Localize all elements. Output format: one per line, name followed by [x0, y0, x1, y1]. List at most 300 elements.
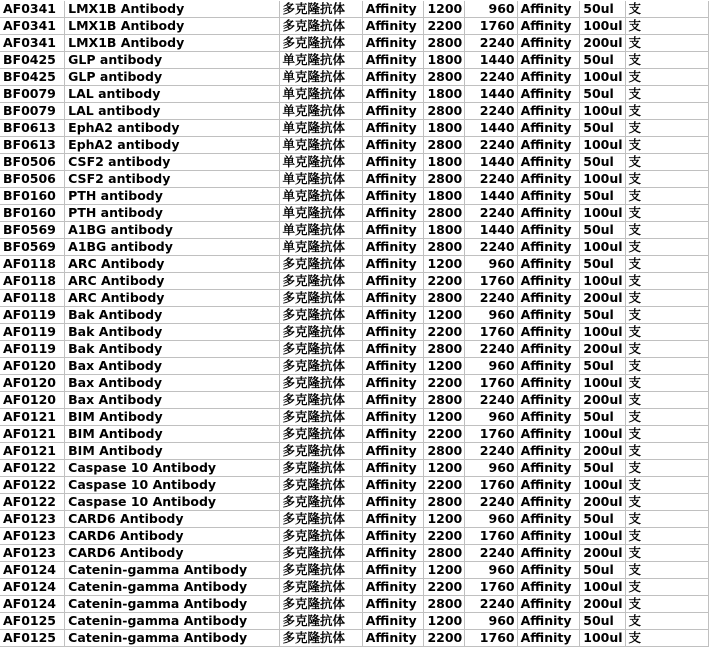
antibody-type-cell[interactable]: 多克隆抗体 — [279, 307, 362, 324]
catalog-no-cell[interactable]: AF0122 — [0, 477, 65, 494]
list-price-cell[interactable]: 2200 — [424, 324, 465, 341]
sale-price-cell[interactable]: 2240 — [465, 69, 517, 86]
sale-price-cell[interactable]: 1440 — [465, 222, 517, 239]
list-price-cell[interactable]: 2800 — [424, 137, 465, 154]
supplier-cell[interactable]: Affinity — [517, 409, 580, 426]
product-name-cell[interactable]: Caspase 10 Antibody — [65, 460, 279, 477]
brand-cell[interactable]: Affinity — [362, 120, 424, 137]
volume-cell[interactable]: 100ul — [580, 18, 625, 35]
list-price-cell[interactable]: 2200 — [424, 375, 465, 392]
sale-price-cell[interactable]: 1440 — [465, 52, 517, 69]
sale-price-cell[interactable]: 2240 — [465, 392, 517, 409]
sale-price-cell[interactable]: 2240 — [465, 341, 517, 358]
unit-cell[interactable]: 支 — [625, 494, 708, 511]
product-name-cell[interactable]: GLP antibody — [65, 52, 279, 69]
volume-cell[interactable]: 100ul — [580, 324, 625, 341]
volume-cell[interactable]: 100ul — [580, 171, 625, 188]
catalog-no-cell[interactable]: AF0124 — [0, 596, 65, 613]
unit-cell[interactable]: 支 — [625, 273, 708, 290]
brand-cell[interactable]: Affinity — [362, 171, 424, 188]
product-name-cell[interactable]: Bak Antibody — [65, 324, 279, 341]
antibody-type-cell[interactable]: 多克隆抗体 — [279, 18, 362, 35]
supplier-cell[interactable]: Affinity — [517, 273, 580, 290]
list-price-cell[interactable]: 2800 — [424, 239, 465, 256]
brand-cell[interactable]: Affinity — [362, 1, 424, 18]
supplier-cell[interactable]: Affinity — [517, 579, 580, 596]
antibody-type-cell[interactable]: 多克隆抗体 — [279, 256, 362, 273]
sale-price-cell[interactable]: 2240 — [465, 443, 517, 460]
catalog-no-cell[interactable]: AF0341 — [0, 1, 65, 18]
unit-cell[interactable]: 支 — [625, 137, 708, 154]
catalog-no-cell[interactable]: BF0613 — [0, 137, 65, 154]
list-price-cell[interactable]: 1200 — [424, 409, 465, 426]
product-name-cell[interactable]: CARD6 Antibody — [65, 511, 279, 528]
list-price-cell[interactable]: 1200 — [424, 358, 465, 375]
sale-price-cell[interactable]: 960 — [465, 562, 517, 579]
supplier-cell[interactable]: Affinity — [517, 511, 580, 528]
unit-cell[interactable]: 支 — [625, 69, 708, 86]
antibody-type-cell[interactable]: 单克隆抗体 — [279, 154, 362, 171]
product-name-cell[interactable]: LMX1B Antibody — [65, 18, 279, 35]
brand-cell[interactable]: Affinity — [362, 154, 424, 171]
list-price-cell[interactable]: 2800 — [424, 392, 465, 409]
catalog-no-cell[interactable]: AF0121 — [0, 443, 65, 460]
list-price-cell[interactable]: 2800 — [424, 69, 465, 86]
supplier-cell[interactable]: Affinity — [517, 443, 580, 460]
antibody-type-cell[interactable]: 多克隆抗体 — [279, 426, 362, 443]
brand-cell[interactable]: Affinity — [362, 528, 424, 545]
product-name-cell[interactable]: BIM Antibody — [65, 409, 279, 426]
volume-cell[interactable]: 50ul — [580, 1, 625, 18]
sale-price-cell[interactable]: 1760 — [465, 528, 517, 545]
sale-price-cell[interactable]: 960 — [465, 1, 517, 18]
volume-cell[interactable]: 200ul — [580, 545, 625, 562]
volume-cell[interactable]: 200ul — [580, 494, 625, 511]
sale-price-cell[interactable]: 1440 — [465, 86, 517, 103]
list-price-cell[interactable]: 1200 — [424, 307, 465, 324]
list-price-cell[interactable]: 2800 — [424, 494, 465, 511]
product-name-cell[interactable]: ARC Antibody — [65, 273, 279, 290]
unit-cell[interactable]: 支 — [625, 154, 708, 171]
supplier-cell[interactable]: Affinity — [517, 171, 580, 188]
list-price-cell[interactable]: 1200 — [424, 613, 465, 630]
product-name-cell[interactable]: Catenin-gamma Antibody — [65, 562, 279, 579]
sale-price-cell[interactable]: 960 — [465, 307, 517, 324]
sale-price-cell[interactable]: 2240 — [465, 290, 517, 307]
product-name-cell[interactable]: Catenin-gamma Antibody — [65, 596, 279, 613]
catalog-no-cell[interactable]: AF0123 — [0, 528, 65, 545]
sale-price-cell[interactable]: 2240 — [465, 103, 517, 120]
supplier-cell[interactable]: Affinity — [517, 307, 580, 324]
product-name-cell[interactable]: CARD6 Antibody — [65, 545, 279, 562]
list-price-cell[interactable]: 1200 — [424, 511, 465, 528]
brand-cell[interactable]: Affinity — [362, 307, 424, 324]
brand-cell[interactable]: Affinity — [362, 358, 424, 375]
volume-cell[interactable]: 50ul — [580, 86, 625, 103]
list-price-cell[interactable]: 1800 — [424, 188, 465, 205]
unit-cell[interactable]: 支 — [625, 18, 708, 35]
volume-cell[interactable]: 100ul — [580, 579, 625, 596]
unit-cell[interactable]: 支 — [625, 409, 708, 426]
sale-price-cell[interactable]: 2240 — [465, 494, 517, 511]
list-price-cell[interactable]: 1800 — [424, 86, 465, 103]
product-name-cell[interactable]: Bax Antibody — [65, 375, 279, 392]
volume-cell[interactable]: 100ul — [580, 103, 625, 120]
volume-cell[interactable]: 200ul — [580, 443, 625, 460]
product-name-cell[interactable]: Caspase 10 Antibody — [65, 477, 279, 494]
antibody-type-cell[interactable]: 单克隆抗体 — [279, 103, 362, 120]
list-price-cell[interactable]: 2800 — [424, 205, 465, 222]
supplier-cell[interactable]: Affinity — [517, 188, 580, 205]
volume-cell[interactable]: 50ul — [580, 222, 625, 239]
antibody-type-cell[interactable]: 多克隆抗体 — [279, 528, 362, 545]
catalog-no-cell[interactable]: AF0122 — [0, 460, 65, 477]
supplier-cell[interactable]: Affinity — [517, 324, 580, 341]
volume-cell[interactable]: 50ul — [580, 511, 625, 528]
unit-cell[interactable]: 支 — [625, 256, 708, 273]
sale-price-cell[interactable]: 1440 — [465, 154, 517, 171]
product-name-cell[interactable]: Bax Antibody — [65, 392, 279, 409]
list-price-cell[interactable]: 1800 — [424, 120, 465, 137]
supplier-cell[interactable]: Affinity — [517, 630, 580, 647]
brand-cell[interactable]: Affinity — [362, 52, 424, 69]
volume-cell[interactable]: 200ul — [580, 596, 625, 613]
catalog-no-cell[interactable]: AF0120 — [0, 375, 65, 392]
supplier-cell[interactable]: Affinity — [517, 375, 580, 392]
supplier-cell[interactable]: Affinity — [517, 35, 580, 52]
antibody-type-cell[interactable]: 单克隆抗体 — [279, 69, 362, 86]
list-price-cell[interactable]: 2200 — [424, 579, 465, 596]
antibody-type-cell[interactable]: 多克隆抗体 — [279, 1, 362, 18]
antibody-type-cell[interactable]: 多克隆抗体 — [279, 613, 362, 630]
unit-cell[interactable]: 支 — [625, 1, 708, 18]
unit-cell[interactable]: 支 — [625, 579, 708, 596]
brand-cell[interactable]: Affinity — [362, 290, 424, 307]
list-price-cell[interactable]: 1800 — [424, 52, 465, 69]
brand-cell[interactable]: Affinity — [362, 426, 424, 443]
supplier-cell[interactable]: Affinity — [517, 545, 580, 562]
antibody-type-cell[interactable]: 多克隆抗体 — [279, 562, 362, 579]
supplier-cell[interactable]: Affinity — [517, 120, 580, 137]
list-price-cell[interactable]: 2800 — [424, 103, 465, 120]
unit-cell[interactable]: 支 — [625, 511, 708, 528]
brand-cell[interactable]: Affinity — [362, 103, 424, 120]
antibody-type-cell[interactable]: 单克隆抗体 — [279, 222, 362, 239]
unit-cell[interactable]: 支 — [625, 443, 708, 460]
antibody-type-cell[interactable]: 单克隆抗体 — [279, 239, 362, 256]
antibody-type-cell[interactable]: 多克隆抗体 — [279, 477, 362, 494]
antibody-type-cell[interactable]: 多克隆抗体 — [279, 392, 362, 409]
supplier-cell[interactable]: Affinity — [517, 154, 580, 171]
sale-price-cell[interactable]: 1760 — [465, 18, 517, 35]
antibody-type-cell[interactable]: 单克隆抗体 — [279, 52, 362, 69]
product-name-cell[interactable]: LAL antibody — [65, 86, 279, 103]
catalog-no-cell[interactable]: BF0569 — [0, 239, 65, 256]
antibody-type-cell[interactable]: 多克隆抗体 — [279, 630, 362, 647]
unit-cell[interactable]: 支 — [625, 103, 708, 120]
unit-cell[interactable]: 支 — [625, 426, 708, 443]
catalog-no-cell[interactable]: AF0121 — [0, 426, 65, 443]
volume-cell[interactable]: 50ul — [580, 613, 625, 630]
list-price-cell[interactable]: 2800 — [424, 341, 465, 358]
antibody-type-cell[interactable]: 多克隆抗体 — [279, 273, 362, 290]
unit-cell[interactable]: 支 — [625, 171, 708, 188]
volume-cell[interactable]: 50ul — [580, 120, 625, 137]
product-name-cell[interactable]: EphA2 antibody — [65, 137, 279, 154]
supplier-cell[interactable]: Affinity — [517, 358, 580, 375]
unit-cell[interactable]: 支 — [625, 375, 708, 392]
brand-cell[interactable]: Affinity — [362, 18, 424, 35]
catalog-no-cell[interactable]: BF0425 — [0, 69, 65, 86]
brand-cell[interactable]: Affinity — [362, 188, 424, 205]
product-name-cell[interactable]: ARC Antibody — [65, 256, 279, 273]
product-name-cell[interactable]: GLP antibody — [65, 69, 279, 86]
catalog-no-cell[interactable]: AF0119 — [0, 307, 65, 324]
product-name-cell[interactable]: LMX1B Antibody — [65, 35, 279, 52]
brand-cell[interactable]: Affinity — [362, 562, 424, 579]
sale-price-cell[interactable]: 2240 — [465, 545, 517, 562]
brand-cell[interactable]: Affinity — [362, 409, 424, 426]
volume-cell[interactable]: 50ul — [580, 409, 625, 426]
volume-cell[interactable]: 50ul — [580, 52, 625, 69]
catalog-no-cell[interactable]: AF0123 — [0, 511, 65, 528]
supplier-cell[interactable]: Affinity — [517, 494, 580, 511]
supplier-cell[interactable]: Affinity — [517, 341, 580, 358]
unit-cell[interactable]: 支 — [625, 528, 708, 545]
unit-cell[interactable]: 支 — [625, 613, 708, 630]
catalog-no-cell[interactable]: BF0160 — [0, 188, 65, 205]
supplier-cell[interactable]: Affinity — [517, 256, 580, 273]
supplier-cell[interactable]: Affinity — [517, 52, 580, 69]
catalog-no-cell[interactable]: AF0118 — [0, 256, 65, 273]
unit-cell[interactable]: 支 — [625, 545, 708, 562]
volume-cell[interactable]: 100ul — [580, 69, 625, 86]
product-name-cell[interactable]: Catenin-gamma Antibody — [65, 630, 279, 647]
unit-cell[interactable]: 支 — [625, 188, 708, 205]
sale-price-cell[interactable]: 1760 — [465, 579, 517, 596]
list-price-cell[interactable]: 2200 — [424, 528, 465, 545]
volume-cell[interactable]: 100ul — [580, 375, 625, 392]
unit-cell[interactable]: 支 — [625, 477, 708, 494]
catalog-no-cell[interactable]: AF0118 — [0, 273, 65, 290]
list-price-cell[interactable]: 2200 — [424, 18, 465, 35]
product-name-cell[interactable]: Catenin-gamma Antibody — [65, 613, 279, 630]
catalog-no-cell[interactable]: BF0079 — [0, 86, 65, 103]
list-price-cell[interactable]: 2800 — [424, 596, 465, 613]
list-price-cell[interactable]: 1800 — [424, 222, 465, 239]
unit-cell[interactable]: 支 — [625, 460, 708, 477]
supplier-cell[interactable]: Affinity — [517, 1, 580, 18]
brand-cell[interactable]: Affinity — [362, 205, 424, 222]
brand-cell[interactable]: Affinity — [362, 137, 424, 154]
sale-price-cell[interactable]: 2240 — [465, 35, 517, 52]
antibody-type-cell[interactable]: 多克隆抗体 — [279, 375, 362, 392]
list-price-cell[interactable]: 1200 — [424, 256, 465, 273]
sale-price-cell[interactable]: 2240 — [465, 205, 517, 222]
antibody-type-cell[interactable]: 多克隆抗体 — [279, 545, 362, 562]
antibody-type-cell[interactable]: 多克隆抗体 — [279, 596, 362, 613]
supplier-cell[interactable]: Affinity — [517, 69, 580, 86]
brand-cell[interactable]: Affinity — [362, 630, 424, 647]
brand-cell[interactable]: Affinity — [362, 545, 424, 562]
supplier-cell[interactable]: Affinity — [517, 392, 580, 409]
sale-price-cell[interactable]: 1760 — [465, 426, 517, 443]
brand-cell[interactable]: Affinity — [362, 256, 424, 273]
brand-cell[interactable]: Affinity — [362, 443, 424, 460]
product-name-cell[interactable]: Bax Antibody — [65, 358, 279, 375]
brand-cell[interactable]: Affinity — [362, 460, 424, 477]
catalog-no-cell[interactable]: AF0122 — [0, 494, 65, 511]
catalog-no-cell[interactable]: AF0125 — [0, 630, 65, 647]
sale-price-cell[interactable]: 1760 — [465, 375, 517, 392]
antibody-type-cell[interactable]: 多克隆抗体 — [279, 443, 362, 460]
sale-price-cell[interactable]: 960 — [465, 460, 517, 477]
unit-cell[interactable]: 支 — [625, 290, 708, 307]
list-price-cell[interactable]: 2800 — [424, 443, 465, 460]
sale-price-cell[interactable]: 960 — [465, 409, 517, 426]
unit-cell[interactable]: 支 — [625, 239, 708, 256]
sale-price-cell[interactable]: 1440 — [465, 188, 517, 205]
supplier-cell[interactable]: Affinity — [517, 222, 580, 239]
brand-cell[interactable]: Affinity — [362, 239, 424, 256]
product-name-cell[interactable]: EphA2 antibody — [65, 120, 279, 137]
product-name-cell[interactable]: Bak Antibody — [65, 307, 279, 324]
catalog-no-cell[interactable]: AF0120 — [0, 358, 65, 375]
brand-cell[interactable]: Affinity — [362, 596, 424, 613]
supplier-cell[interactable]: Affinity — [517, 562, 580, 579]
antibody-type-cell[interactable]: 多克隆抗体 — [279, 35, 362, 52]
list-price-cell[interactable]: 1800 — [424, 154, 465, 171]
antibody-type-cell[interactable]: 多克隆抗体 — [279, 494, 362, 511]
catalog-no-cell[interactable]: BF0506 — [0, 171, 65, 188]
supplier-cell[interactable]: Affinity — [517, 18, 580, 35]
product-name-cell[interactable]: CSF2 antibody — [65, 171, 279, 188]
volume-cell[interactable]: 50ul — [580, 562, 625, 579]
sale-price-cell[interactable]: 1760 — [465, 324, 517, 341]
brand-cell[interactable]: Affinity — [362, 511, 424, 528]
product-name-cell[interactable]: BIM Antibody — [65, 426, 279, 443]
product-name-cell[interactable]: Catenin-gamma Antibody — [65, 579, 279, 596]
volume-cell[interactable]: 100ul — [580, 137, 625, 154]
volume-cell[interactable]: 100ul — [580, 239, 625, 256]
unit-cell[interactable]: 支 — [625, 307, 708, 324]
sale-price-cell[interactable]: 1760 — [465, 477, 517, 494]
unit-cell[interactable]: 支 — [625, 35, 708, 52]
sale-price-cell[interactable]: 960 — [465, 358, 517, 375]
product-name-cell[interactable]: BIM Antibody — [65, 443, 279, 460]
volume-cell[interactable]: 100ul — [580, 426, 625, 443]
sale-price-cell[interactable]: 960 — [465, 511, 517, 528]
list-price-cell[interactable]: 1200 — [424, 562, 465, 579]
product-name-cell[interactable]: A1BG antibody — [65, 222, 279, 239]
unit-cell[interactable]: 支 — [625, 324, 708, 341]
product-name-cell[interactable]: LAL antibody — [65, 103, 279, 120]
sale-price-cell[interactable]: 1440 — [465, 120, 517, 137]
list-price-cell[interactable]: 2200 — [424, 273, 465, 290]
sale-price-cell[interactable]: 2240 — [465, 596, 517, 613]
unit-cell[interactable]: 支 — [625, 596, 708, 613]
sale-price-cell[interactable]: 960 — [465, 256, 517, 273]
catalog-no-cell[interactable]: AF0125 — [0, 613, 65, 630]
sale-price-cell[interactable]: 960 — [465, 613, 517, 630]
list-price-cell[interactable]: 2800 — [424, 545, 465, 562]
list-price-cell[interactable]: 2800 — [424, 171, 465, 188]
catalog-no-cell[interactable]: AF0341 — [0, 35, 65, 52]
supplier-cell[interactable]: Affinity — [517, 528, 580, 545]
sale-price-cell[interactable]: 2240 — [465, 239, 517, 256]
catalog-no-cell[interactable]: AF0124 — [0, 579, 65, 596]
unit-cell[interactable]: 支 — [625, 562, 708, 579]
list-price-cell[interactable]: 2800 — [424, 35, 465, 52]
brand-cell[interactable]: Affinity — [362, 69, 424, 86]
volume-cell[interactable]: 100ul — [580, 528, 625, 545]
catalog-no-cell[interactable]: AF0118 — [0, 290, 65, 307]
antibody-type-cell[interactable]: 多克隆抗体 — [279, 324, 362, 341]
volume-cell[interactable]: 200ul — [580, 35, 625, 52]
antibody-type-cell[interactable]: 多克隆抗体 — [279, 579, 362, 596]
unit-cell[interactable]: 支 — [625, 341, 708, 358]
volume-cell[interactable]: 50ul — [580, 460, 625, 477]
brand-cell[interactable]: Affinity — [362, 375, 424, 392]
supplier-cell[interactable]: Affinity — [517, 613, 580, 630]
supplier-cell[interactable]: Affinity — [517, 86, 580, 103]
list-price-cell[interactable]: 2200 — [424, 477, 465, 494]
volume-cell[interactable]: 100ul — [580, 477, 625, 494]
antibody-type-cell[interactable]: 单克隆抗体 — [279, 188, 362, 205]
volume-cell[interactable]: 200ul — [580, 392, 625, 409]
unit-cell[interactable]: 支 — [625, 358, 708, 375]
brand-cell[interactable]: Affinity — [362, 273, 424, 290]
catalog-no-cell[interactable]: AF0123 — [0, 545, 65, 562]
catalog-no-cell[interactable]: BF0506 — [0, 154, 65, 171]
supplier-cell[interactable]: Affinity — [517, 477, 580, 494]
catalog-no-cell[interactable]: AF0119 — [0, 341, 65, 358]
antibody-type-cell[interactable]: 单克隆抗体 — [279, 120, 362, 137]
product-name-cell[interactable]: Caspase 10 Antibody — [65, 494, 279, 511]
list-price-cell[interactable]: 2800 — [424, 290, 465, 307]
antibody-type-cell[interactable]: 多克隆抗体 — [279, 511, 362, 528]
catalog-no-cell[interactable]: AF0341 — [0, 18, 65, 35]
product-name-cell[interactable]: PTH antibody — [65, 205, 279, 222]
unit-cell[interactable]: 支 — [625, 392, 708, 409]
supplier-cell[interactable]: Affinity — [517, 137, 580, 154]
supplier-cell[interactable]: Affinity — [517, 460, 580, 477]
volume-cell[interactable]: 50ul — [580, 307, 625, 324]
unit-cell[interactable]: 支 — [625, 630, 708, 647]
volume-cell[interactable]: 100ul — [580, 630, 625, 647]
list-price-cell[interactable]: 1200 — [424, 460, 465, 477]
catalog-no-cell[interactable]: BF0569 — [0, 222, 65, 239]
volume-cell[interactable]: 200ul — [580, 341, 625, 358]
unit-cell[interactable]: 支 — [625, 205, 708, 222]
supplier-cell[interactable]: Affinity — [517, 103, 580, 120]
supplier-cell[interactable]: Affinity — [517, 426, 580, 443]
brand-cell[interactable]: Affinity — [362, 613, 424, 630]
antibody-type-cell[interactable]: 单克隆抗体 — [279, 205, 362, 222]
product-name-cell[interactable]: A1BG antibody — [65, 239, 279, 256]
unit-cell[interactable]: 支 — [625, 86, 708, 103]
supplier-cell[interactable]: Affinity — [517, 290, 580, 307]
catalog-no-cell[interactable]: AF0124 — [0, 562, 65, 579]
brand-cell[interactable]: Affinity — [362, 86, 424, 103]
supplier-cell[interactable]: Affinity — [517, 596, 580, 613]
antibody-type-cell[interactable]: 单克隆抗体 — [279, 137, 362, 154]
supplier-cell[interactable]: Affinity — [517, 239, 580, 256]
catalog-no-cell[interactable]: BF0079 — [0, 103, 65, 120]
volume-cell[interactable]: 100ul — [580, 205, 625, 222]
product-name-cell[interactable]: PTH antibody — [65, 188, 279, 205]
volume-cell[interactable]: 50ul — [580, 188, 625, 205]
